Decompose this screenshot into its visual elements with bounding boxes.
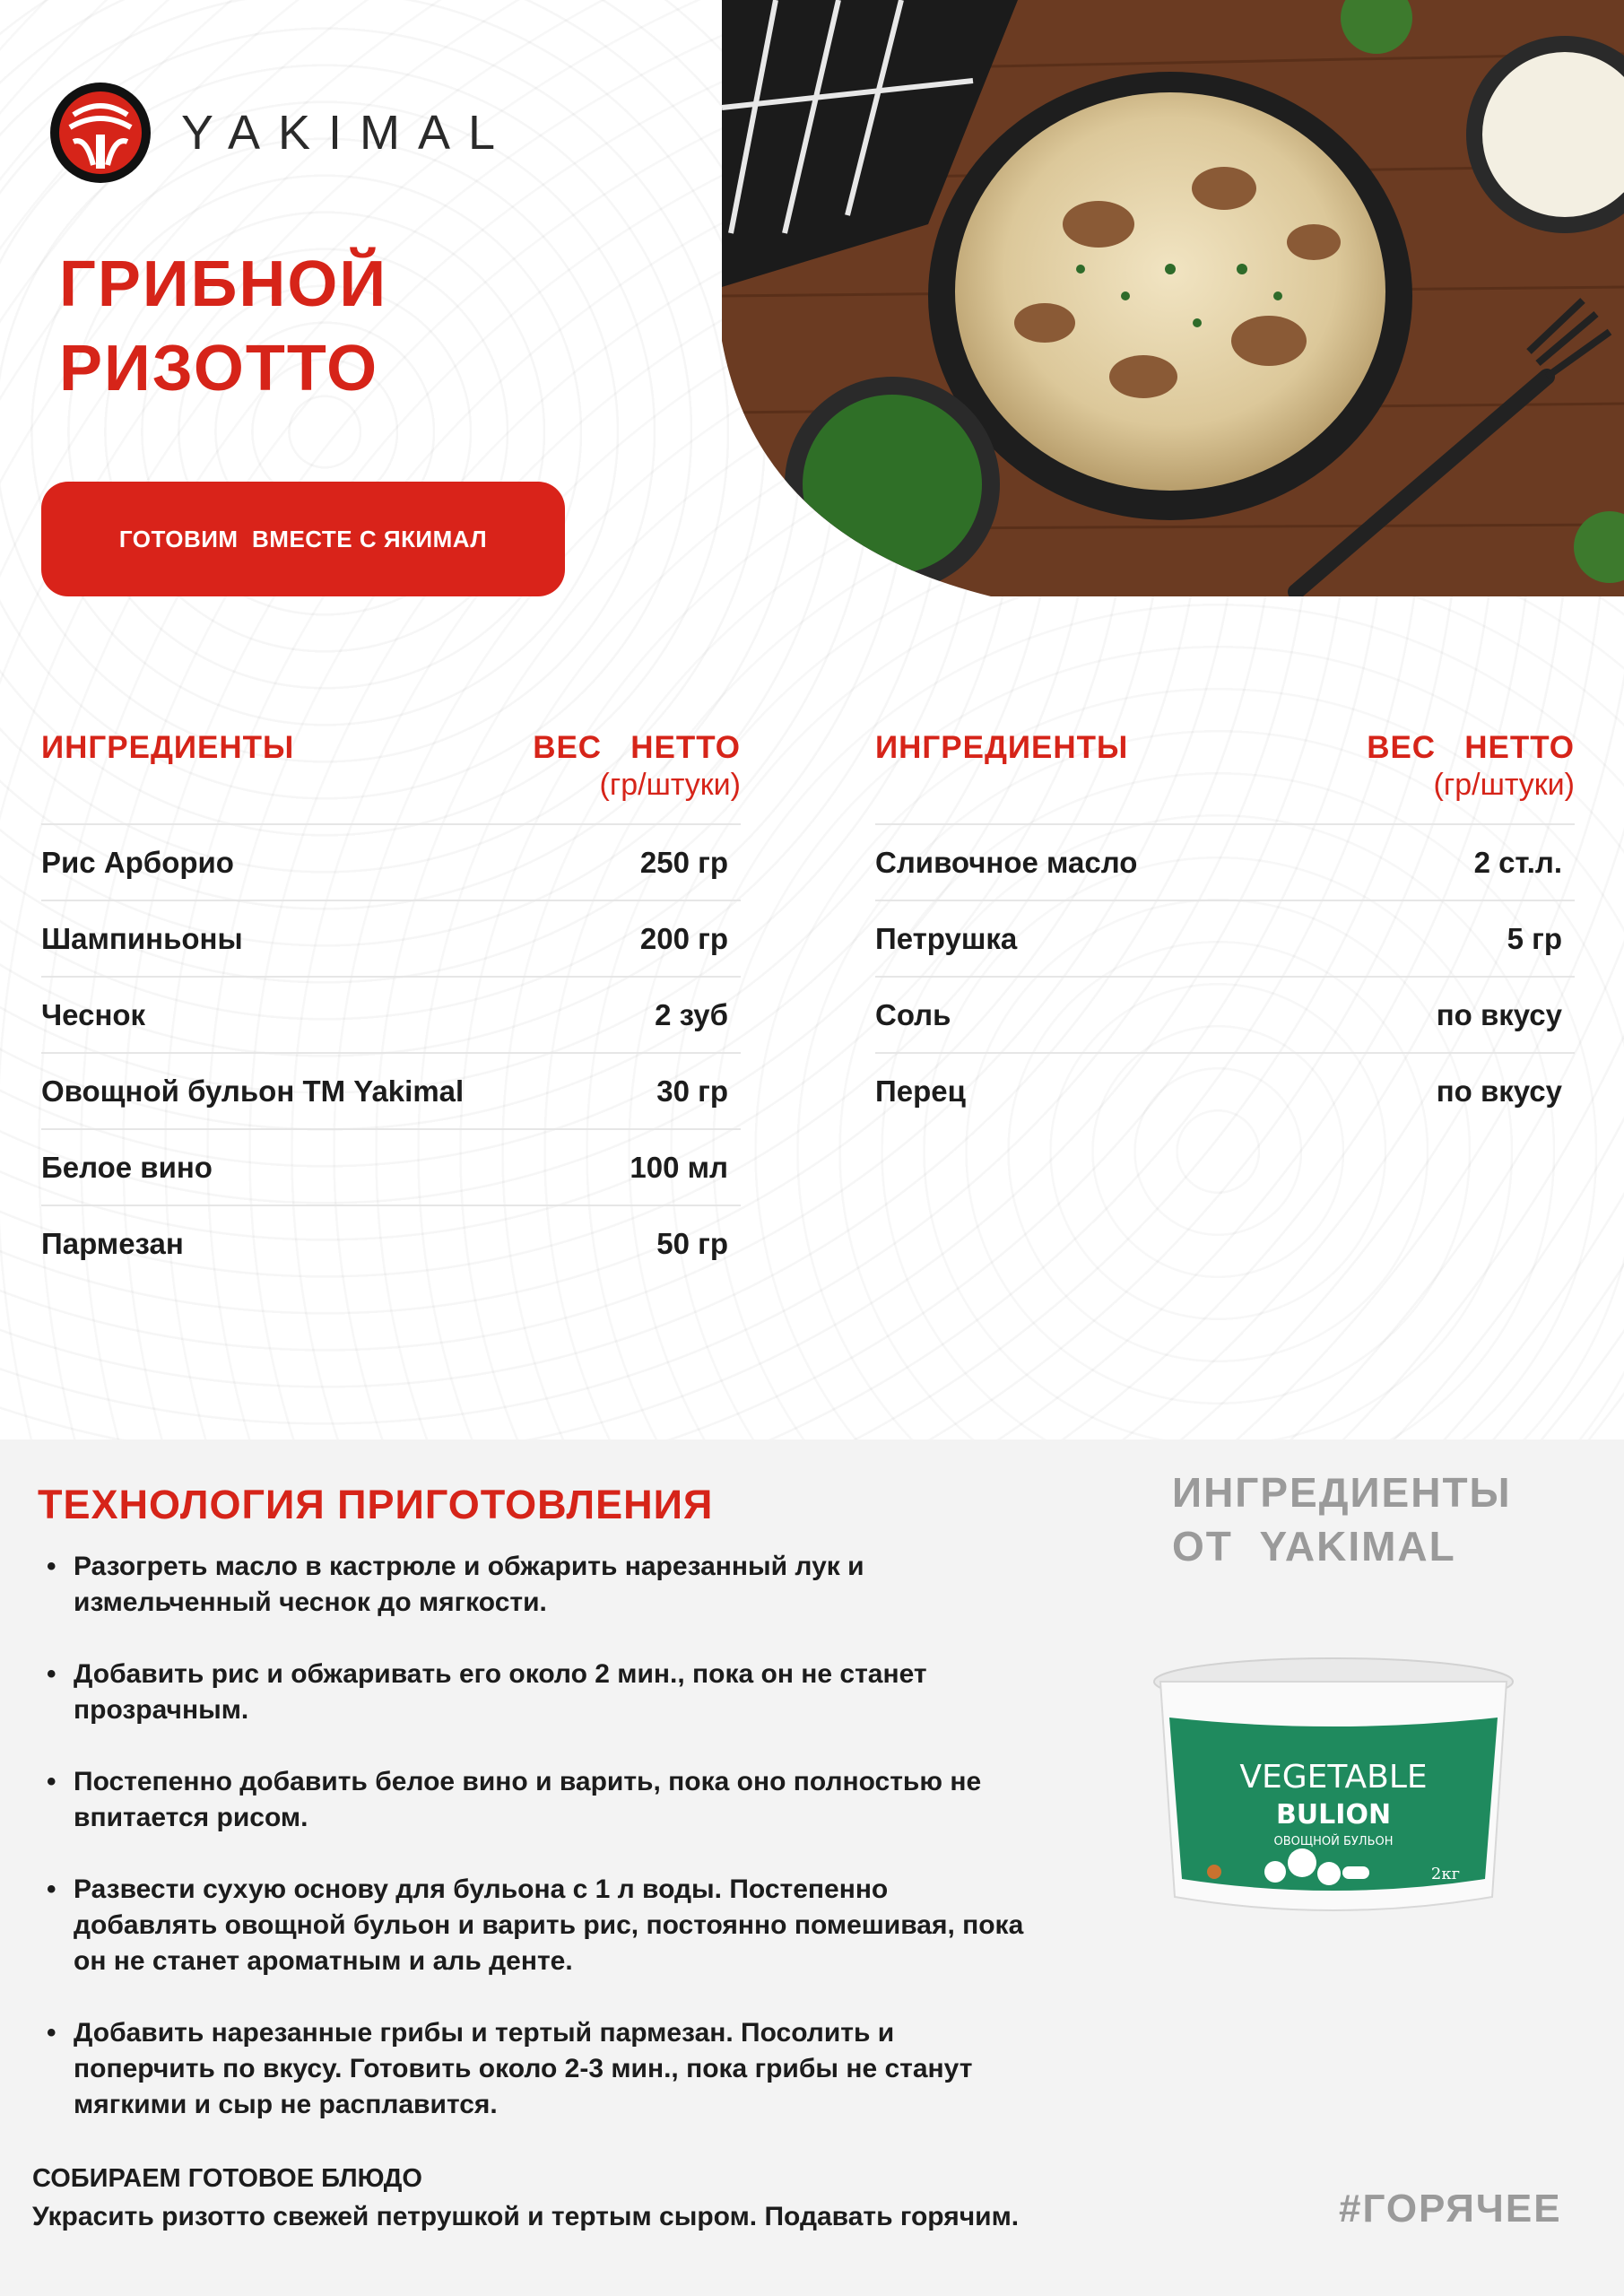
list-item: • Разогреть масло в кастрюле и обжарить нарезанный лук и измельченный чеснок до мягкости. <box>47 1549 1024 1621</box>
table-row <box>875 900 1575 976</box>
ingredient-amount: 100 мл <box>630 1150 728 1184</box>
ingredients-table-left <box>41 726 741 1281</box>
hashtag-label[interactable]: #ГОРЯЧЕЕ <box>1339 2187 1562 2231</box>
list-item: • Постепенно добавить белое вино и варить, пока оно полностью не впитается рисом. <box>47 1764 1024 1836</box>
table-row <box>41 1205 741 1281</box>
product-name-line-1: VEGETABLE <box>1239 1759 1428 1796</box>
list-item: • Добавить рис и обжаривать его около 2 мин., пока он не станет прозрачным. <box>47 1657 1024 1728</box>
risotto-photo <box>722 0 1624 596</box>
table-row <box>41 900 741 976</box>
ingredient-name: Сливочное масло <box>875 845 1138 879</box>
table-row <box>41 823 741 900</box>
table-header <box>41 726 741 823</box>
weight-header <box>533 726 741 803</box>
product-name-line-2: BULION <box>1275 1799 1392 1831</box>
ingredient-amount: 30 гр <box>656 1074 728 1108</box>
ingredient-name: Чеснок <box>41 997 146 1031</box>
ingredients-header: ИНГРЕДИЕНТЫ <box>41 730 295 765</box>
ingredient-name: Петрушка <box>875 921 1018 955</box>
ingredient-name: Белое вино <box>41 1150 213 1184</box>
cook-together-button[interactable]: ГОТОВИМ ВМЕСТЕ С ЯКИМАЛ <box>41 482 565 596</box>
ingredients-table-right <box>875 726 1575 1128</box>
table-row <box>875 1052 1575 1128</box>
method-steps <box>47 1549 1024 2159</box>
ingredient-name: Овощной бульон ТМ Yakimal <box>41 1074 465 1108</box>
yakimal-ingredients-promo: ИНГРЕДИЕНТЫ ОТ YAKIMAL <box>1172 1469 1512 1570</box>
table-row <box>41 976 741 1052</box>
yakimal-logo-icon <box>47 79 154 187</box>
ingredient-amount: по вкусу <box>1436 1074 1562 1108</box>
table-row <box>41 1128 741 1205</box>
ingredient-amount: 50 гр <box>656 1226 728 1260</box>
list-item: • Развести сухую основу для бульона с 1 л воды. Постепенно добавлять овощной бульон и варить рис, постоянно помешивая, пока он не станет ароматным и аль денте. <box>47 1872 1024 1979</box>
product-subtitle: ОВОЩНОЙ БУЛЬОН <box>1273 1835 1394 1848</box>
ingredient-amount: 5 гр <box>1507 921 1562 955</box>
serve-title: СОБИРАЕМ ГОТОВОЕ БЛЮДО <box>32 2164 422 2193</box>
weight-header-label: ВЕС НЕТТО <box>1367 730 1575 765</box>
ingredient-amount: 2 зуб <box>655 997 728 1031</box>
ingredient-amount: 2 ст.л. <box>1473 845 1562 879</box>
brand-seal-icon <box>1207 1865 1221 1879</box>
weight-unit-label: (гр/штуки) <box>599 768 741 802</box>
ingredient-name: Соль <box>875 997 951 1031</box>
ingredient-name: Рис Арборио <box>41 845 234 879</box>
serve-text: Украсить ризотто свежей петрушкой и тертым сыром. Подавать горячим. <box>32 2202 1020 2231</box>
ingredient-name: Шампиньоны <box>41 921 243 955</box>
vegetable-bulion-bucket[interactable] <box>1150 1655 1517 1924</box>
recipe-title-line-1: ГРИБНОЙ <box>59 248 388 320</box>
table-row <box>41 1052 741 1128</box>
ingredient-amount: по вкусу <box>1436 997 1562 1031</box>
weight-unit-label: (гр/штуки) <box>1433 768 1575 802</box>
brand-logo[interactable] <box>47 79 513 187</box>
brand-name: YAKIMAL <box>181 106 514 160</box>
ingredients-header: ИНГРЕДИЕНТЫ <box>875 730 1129 765</box>
table-row <box>875 976 1575 1052</box>
ingredient-name: Перец <box>875 1074 966 1108</box>
weight-header-label: ВЕС НЕТТО <box>533 730 741 765</box>
table-row <box>875 823 1575 900</box>
method-title: ТЕХНОЛОГИЯ ПРИГОТОВЛЕНИЯ <box>38 1482 714 1527</box>
weight-header <box>1367 726 1575 803</box>
list-item: • Добавить нарезанные грибы и тертый пармезан. Посолить и поперчить по вкусу. Готовить около 2-3 мин., пока грибы не станут мягкими и сыр не расплавится. <box>47 2015 1024 2123</box>
ingredient-name: Пармезан <box>41 1226 184 1260</box>
product-weight: 2кг <box>1430 1865 1461 1883</box>
ingredient-amount: 250 гр <box>639 845 728 879</box>
ingredient-amount: 200 гр <box>639 921 728 955</box>
recipe-title <box>59 242 387 411</box>
recipe-title-line-2: РИЗОТТО <box>59 333 379 404</box>
table-header <box>875 726 1575 823</box>
